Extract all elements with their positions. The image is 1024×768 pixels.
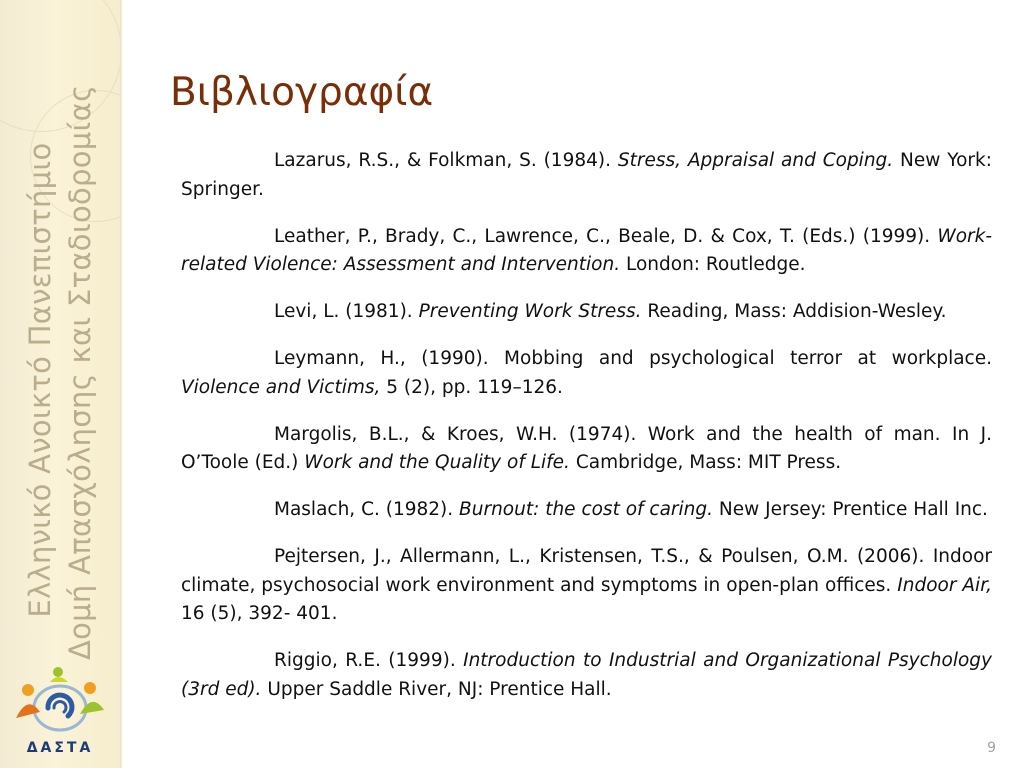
reference-entry [181,298,992,327]
dasta-logo-icon [10,662,110,740]
reference-title: Preventing Work Stress. [418,301,642,322]
reference-publisher: New Jersey: Prentice Hall Inc. [718,499,988,520]
institution-name: Ελληνικό Ανοικτό Πανεπιστήμιο [23,142,57,618]
reference-text: Levi, L. (1981). [274,301,413,322]
reference-list [181,147,992,708]
institution-vertical-text [20,84,100,660]
reference-text: Margolis, B.L., & Kroes, W.H. (1974). Work and the health of man. In J. O’Toole (Ed.) [181,423,992,473]
reference-text: Riggio, R.E. (1999). [274,650,456,671]
reference-text: Pejtersen, J., Allermann, L., Kristensen, T.S., & Poulsen, O.M. (2006). Indoor climate, psychosocial work environment and symptoms in open-plan offices. [181,546,992,596]
page-number: 9 [987,740,996,756]
reference-title: Burnout: the cost of caring. [459,499,714,520]
slide-title: Βιβλιογραφία [170,70,434,115]
reference-text: Lazarus, R.S., & Folkman, S. (1984). [274,150,611,171]
reference-publisher: New York: Springer. [181,150,992,200]
department-name: Δομή Απασχόλησης και Σταδιοδρομίας [63,84,97,660]
logo-label: ΔΑΣΤΑ [26,740,94,756]
sidebar-panel [0,0,120,768]
reference-entry [181,147,992,204]
reference-title: Stress, Appraisal and Coping. [617,150,894,171]
reference-entry [181,345,992,402]
reference-publisher: London: Routledge. [625,254,806,275]
reference-title: Violence and Victims, [181,376,381,398]
reference-text: Maslach, C. (1982). [274,499,454,520]
reference-entry [181,543,992,629]
sidebar-divider [120,0,123,768]
reference-publisher: 16 (5), 392- 401. [181,603,338,624]
reference-text: Leather, P., Brady, C., Lawrence, C., Beale, D. & Cox, T. (Eds.) (1999). [274,225,931,247]
reference-entry [181,421,992,478]
reference-title: Introduction to Industrial and Organizational Psychology (3rd ed). [181,650,992,700]
reference-publisher: Reading, Mass: Addision-Wesley. [647,301,947,322]
reference-entry [181,223,992,280]
reference-title: Work and the Quality of Life. [304,452,570,473]
reference-text: Leymann, H., (1990). Mobbing and psychological terror at workplace. [274,348,992,369]
reference-title: Indoor Air, [897,574,992,596]
dasta-logo [10,662,110,757]
reference-title: Work-related Violence: Assessment and Intervention. [181,225,993,275]
reference-publisher: Upper Saddle River, NJ: Prentice Hall. [267,678,612,700]
reference-publisher: Cambridge, Mass: MIT Press. [575,452,842,473]
reference-entry [181,647,992,704]
reference-publisher: 5 (2), pp. 119–126. [386,376,563,398]
reference-entry [181,496,992,525]
